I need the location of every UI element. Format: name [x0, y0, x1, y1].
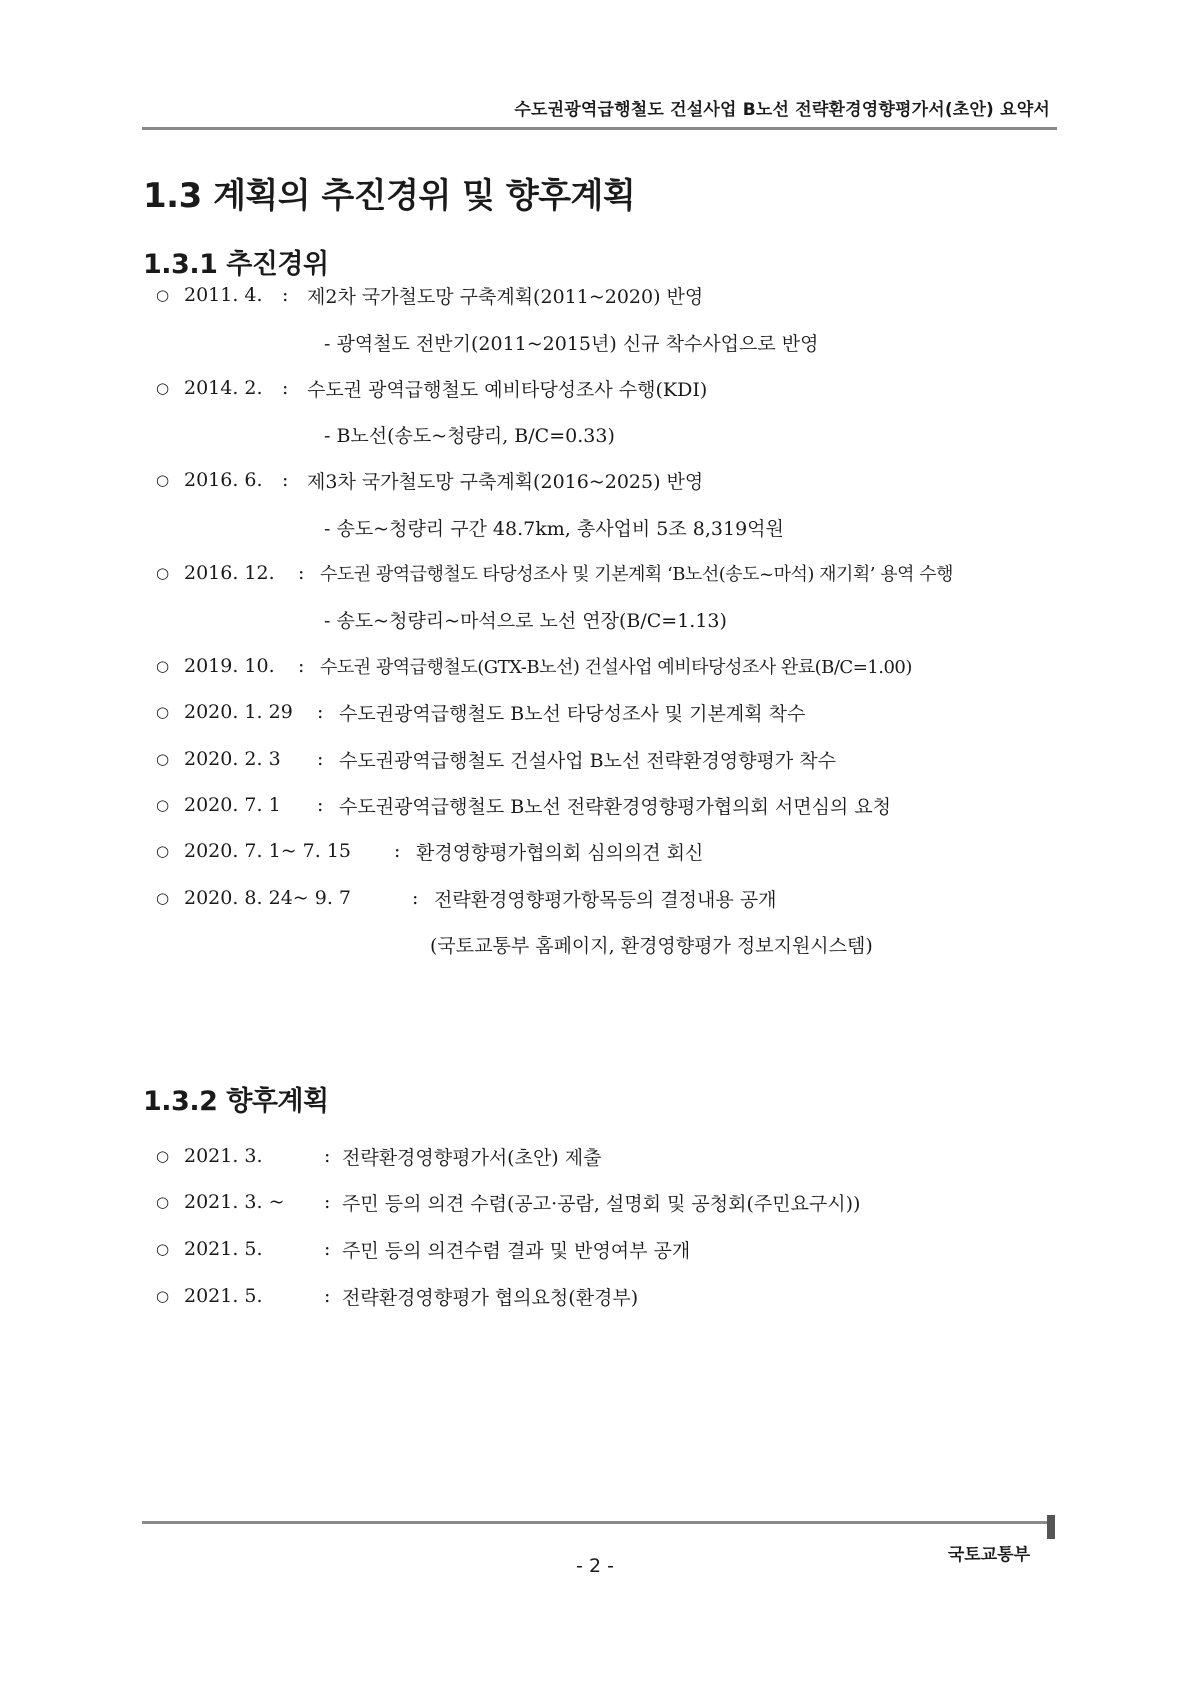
item-separator: :: [298, 562, 305, 584]
header-divider: [142, 127, 1057, 130]
footer-divider: [142, 1521, 1047, 1524]
page-number: - 2 -: [576, 1555, 614, 1577]
item-separator: :: [324, 1285, 331, 1307]
running-header: 수도권광역급행철도 건설사업 B노선 전략환경영향평가서(초안) 요약서: [514, 100, 1050, 120]
plan-heading: 1.3.2 향후계획: [143, 1086, 329, 1117]
list-subitem: - 광역철도 전반기(2011~2015년) 신규 착수사업으로 반영: [324, 332, 819, 355]
item-text: 수도권 광역급행철도 예비타당성조사 수행(KDI): [307, 378, 708, 401]
list-subitem: (국토교통부 홈페이지, 환경영향평가 정보지원시스템): [430, 934, 873, 957]
bullet: ○: [156, 379, 170, 397]
item-date: 2016. 6.: [184, 469, 263, 491]
item-text: 전략환경영향평가서(초안) 제출: [342, 1146, 602, 1169]
list-item: [156, 790, 891, 820]
item-date: 2020. 8. 24~ 9. 7: [184, 887, 351, 909]
bullet: ○: [156, 1193, 170, 1211]
list-item: [156, 836, 703, 866]
item-text: 수도권광역급행철도 B노선 타당성조사 및 기본계획 착수: [339, 702, 806, 725]
footer-accent-bar: [1047, 1515, 1055, 1539]
bullet: ○: [156, 750, 170, 768]
list-item: [156, 883, 776, 913]
list-item: [156, 651, 912, 681]
section-title: 1.3 계획의 추진경위 및 향후계획: [143, 176, 636, 216]
list-item: [156, 373, 707, 403]
bullet: ○: [156, 1147, 170, 1165]
list-item: [156, 1281, 638, 1311]
item-text: 수도권광역급행철도 건설사업 B노선 전략환경영향평가 착수: [339, 749, 836, 772]
item-date: 2021. 3. ~: [184, 1191, 285, 1213]
item-date: 2020. 7. 1: [184, 794, 281, 816]
bullet: ○: [156, 657, 170, 675]
item-separator: :: [282, 377, 289, 399]
bullet: ○: [156, 703, 170, 721]
item-text: 전략환경영향평가 협의요청(환경부): [342, 1286, 639, 1309]
item-separator: :: [324, 1191, 331, 1213]
item-text: 제3차 국가철도망 구축계획(2016~2025) 반영: [307, 470, 704, 493]
bullet: ○: [156, 842, 170, 860]
item-text: 제2차 국가철도망 구축계획(2011~2020) 반영: [307, 285, 704, 308]
footer-organization: 국토교통부: [947, 1545, 1030, 1565]
list-item: [156, 1187, 860, 1217]
item-separator: :: [298, 655, 305, 677]
list-item: [156, 465, 703, 495]
list-item: [156, 280, 703, 310]
list-item: [156, 558, 953, 588]
bullet: ○: [156, 471, 170, 489]
item-separator: :: [324, 1145, 331, 1167]
item-separator: :: [282, 284, 289, 306]
list-item: [156, 1234, 690, 1264]
list-item: [156, 1141, 601, 1171]
bullet: ○: [156, 889, 170, 907]
item-date: 2011. 4.: [184, 284, 263, 306]
item-separator: :: [282, 469, 289, 491]
list-subitem: - 송도~청량리~마석으로 노선 연장(B/C=1.13): [324, 609, 727, 632]
item-separator: :: [317, 794, 324, 816]
item-text: 주민 등의 의견 수렴(공고·공람, 설명회 및 공청회(주민요구시)): [342, 1192, 861, 1215]
item-date: 2019. 10.: [184, 655, 275, 677]
item-separator: :: [317, 748, 324, 770]
list-subitem: - B노선(송도~청량리, B/C=0.33): [324, 424, 615, 447]
bullet: ○: [156, 1287, 170, 1305]
item-separator: :: [394, 840, 401, 862]
bullet: ○: [156, 564, 170, 582]
item-date: 2021. 5.: [184, 1238, 263, 1260]
item-date: 2020. 7. 1~ 7. 15: [184, 840, 351, 862]
history-heading: 1.3.1 추진경위: [143, 249, 329, 280]
item-text: 수도권광역급행철도 B노선 전략환경영향평가협의회 서면심의 요청: [339, 795, 892, 818]
item-text: 수도권 광역급행철도 타당성조사 및 기본계획 ‘B노선(송도~마석) 재기획’ 용역 수행: [320, 564, 953, 585]
item-date: 2016. 12.: [184, 562, 275, 584]
item-date: 2020. 1. 29: [184, 701, 293, 723]
bullet: ○: [156, 1240, 170, 1258]
item-date: 2020. 2. 3: [184, 748, 281, 770]
item-separator: :: [324, 1238, 331, 1260]
item-text: 주민 등의 의견수렴 결과 및 반영여부 공개: [342, 1239, 691, 1262]
bullet: ○: [156, 796, 170, 814]
item-text: 환경영향평가협의회 심의의견 회신: [416, 841, 704, 864]
list-subitem: - 송도~청량리 구간 48.7km, 총사업비 5조 8,319억원: [324, 517, 784, 540]
list-item: [156, 697, 805, 727]
item-text: 전략환경영향평가항목등의 결정내용 공개: [434, 888, 777, 911]
item-separator: :: [317, 701, 324, 723]
item-separator: :: [412, 887, 419, 909]
item-date: 2021. 5.: [184, 1285, 263, 1307]
bullet: ○: [156, 286, 170, 304]
list-item: [156, 744, 836, 774]
item-date: 2014. 2.: [184, 377, 263, 399]
item-text: 수도권 광역급행철도(GTX-B노선) 건설사업 예비타당성조사 완료(B/C=1.00): [320, 657, 912, 678]
item-date: 2021. 3.: [184, 1145, 263, 1167]
